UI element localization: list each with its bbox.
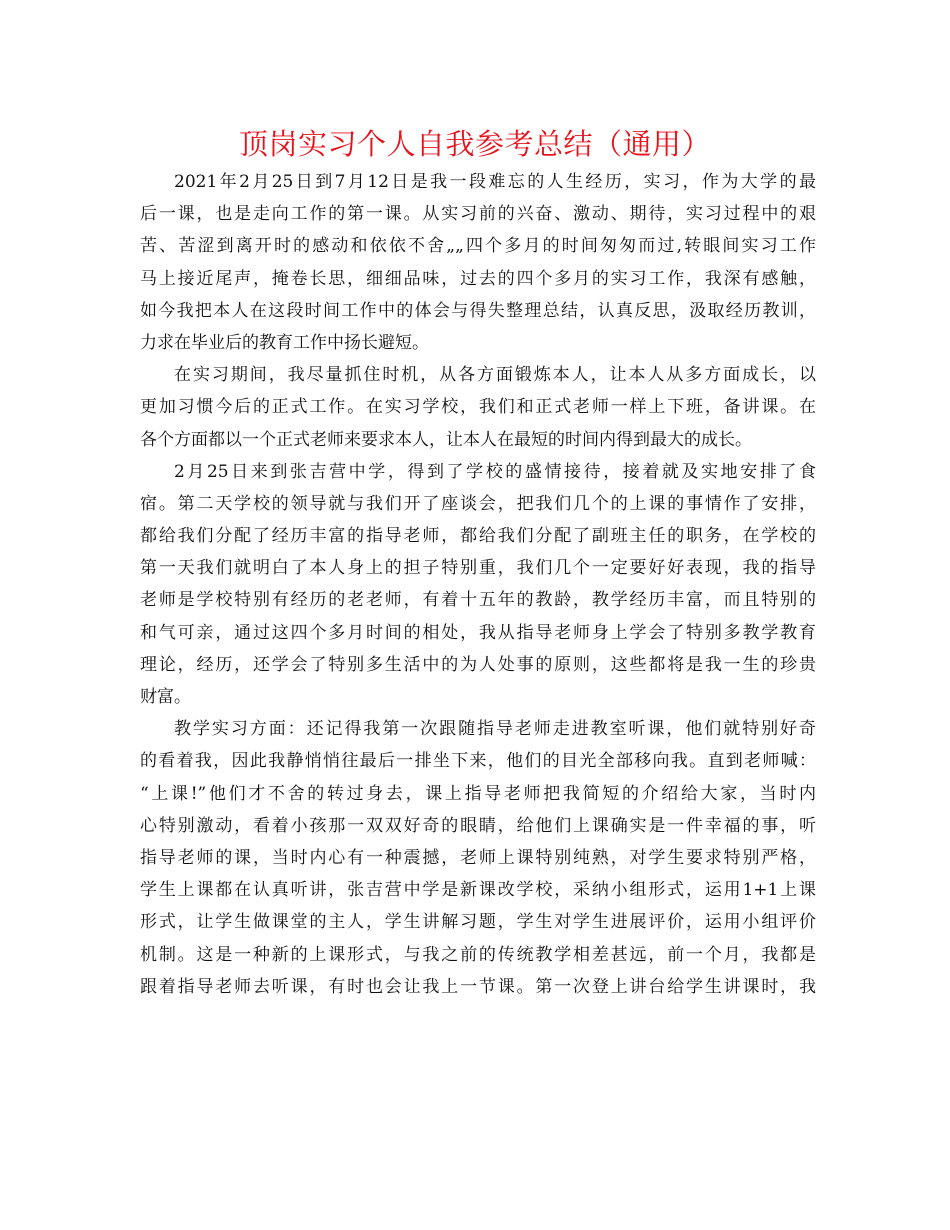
paragraph-line: 在实习期间，我尽量抓住时机，从各方面锻炼本人，让本人从多方面成长，以 [174,365,816,386]
paragraph-line: 机制。这是一种新的上课形式，与我之前的传统教学相差甚远，前一个月，我都是 [140,944,816,965]
paragraph-line: 马上接近尾声，掩卷长思，细细品味，过去的四个多月的实习工作，我深有感触， [140,268,816,289]
paragraph-line: 心特别激动，看着小孩那一双双好奇的眼睛，给他们上课确实是一件幸福的事，听 [140,815,816,836]
paragraph-line: 财富。 [140,687,191,707]
paragraph-line: 的看着我，因此我静悄悄往最后一排坐下来，他们的目光全部移向我。直到老师喊： [140,751,816,772]
paragraph-line: 宿。第二天学校的领导就与我们开了座谈会，把我们几个的上课的事情作了安排， [140,493,816,514]
paragraph-line: 理论，经历，还学会了特别多生活中的为人处事的原则，这些都将是我一生的珍贵 [140,654,816,675]
paragraph-line: 2021年2月25日到7月12日是我一段难忘的人生经历，实习，作为大学的最 [174,172,816,192]
paragraph-line: 后一课，也是走向工作的第一课。从实习前的兴奋、激动、期待，实习过程中的艰 [140,204,816,225]
paragraph-4 [140,713,816,1003]
document-title: 顶岗实习个人自我参考总结（通用） [238,127,711,161]
paragraph-3 [140,456,816,714]
paragraph-line: 力求在毕业后的教育工作中扬长避短。 [140,332,429,353]
paragraph-line: 和气可亲，通过这四个多月时间的相处，我从指导老师身上学会了特别多教学教育 [140,622,816,643]
paragraph-line: 指导老师的课，当时内心有一种震撼，老师上课特别纯熟，对学生要求特别严格， [140,847,816,868]
paragraph-line: 第一天我们就明白了本人身上的担子特别重，我们几个一定要好好表现，我的指导 [140,558,816,579]
paragraph-line: 形式，让学生做课堂的主人，学生讲解习题，学生对学生进展评价，运用小组评价 [140,912,816,933]
paragraph-line: 老师是学校特别有经历的老老师，有着十五年的教龄，教学经历丰富，而且特别的 [140,590,816,611]
paragraph-line: 各个方面都以一个正式老师来要求本人，让本人在最短的时间内得到最大的成长。 [140,429,752,450]
paragraph-line: 都给我们分配了经历丰富的指导老师，都给我们分配了副班主任的职务，在学校的 [140,526,816,547]
paragraph-line: 更加习惯今后的正式工作。在实习学校，我们和正式老师一样上下班，备讲课。在 [140,397,816,418]
paragraph-line: 2月25日来到张吉营中学，得到了学校的盛情接待，接着就及实地安排了食 [174,461,816,482]
paragraph-line: 学生上课都在认真听讲，张吉营中学是新课改学校，采纳小组形式，运用1+1上课 [140,880,816,901]
paragraph-line: 教学实习方面：还记得我第一次跟随指导老师走进教室听课，他们就特别好奇 [174,719,816,740]
paragraph-line: 跟着指导老师去听课，有时也会让我上一节课。第一次登上讲台给学生讲课时，我 [140,976,816,997]
paragraph-line: 苦、苦涩到离开时的感动和依依不舍„„四个多月的时间匆匆而过,转眼间实习工作 [140,236,816,257]
document-body [140,166,816,1003]
paragraph-line: 如今我把本人在这段时间工作中的体会与得失整理总结，认真反思，汲取经历教训， [140,300,816,321]
paragraph-line: “上课!”他们才不舍的转过身去，课上指导老师把我简短的介绍给大家，当时内 [140,783,816,804]
paragraph-1 [140,166,816,359]
paragraph-2 [140,359,816,456]
